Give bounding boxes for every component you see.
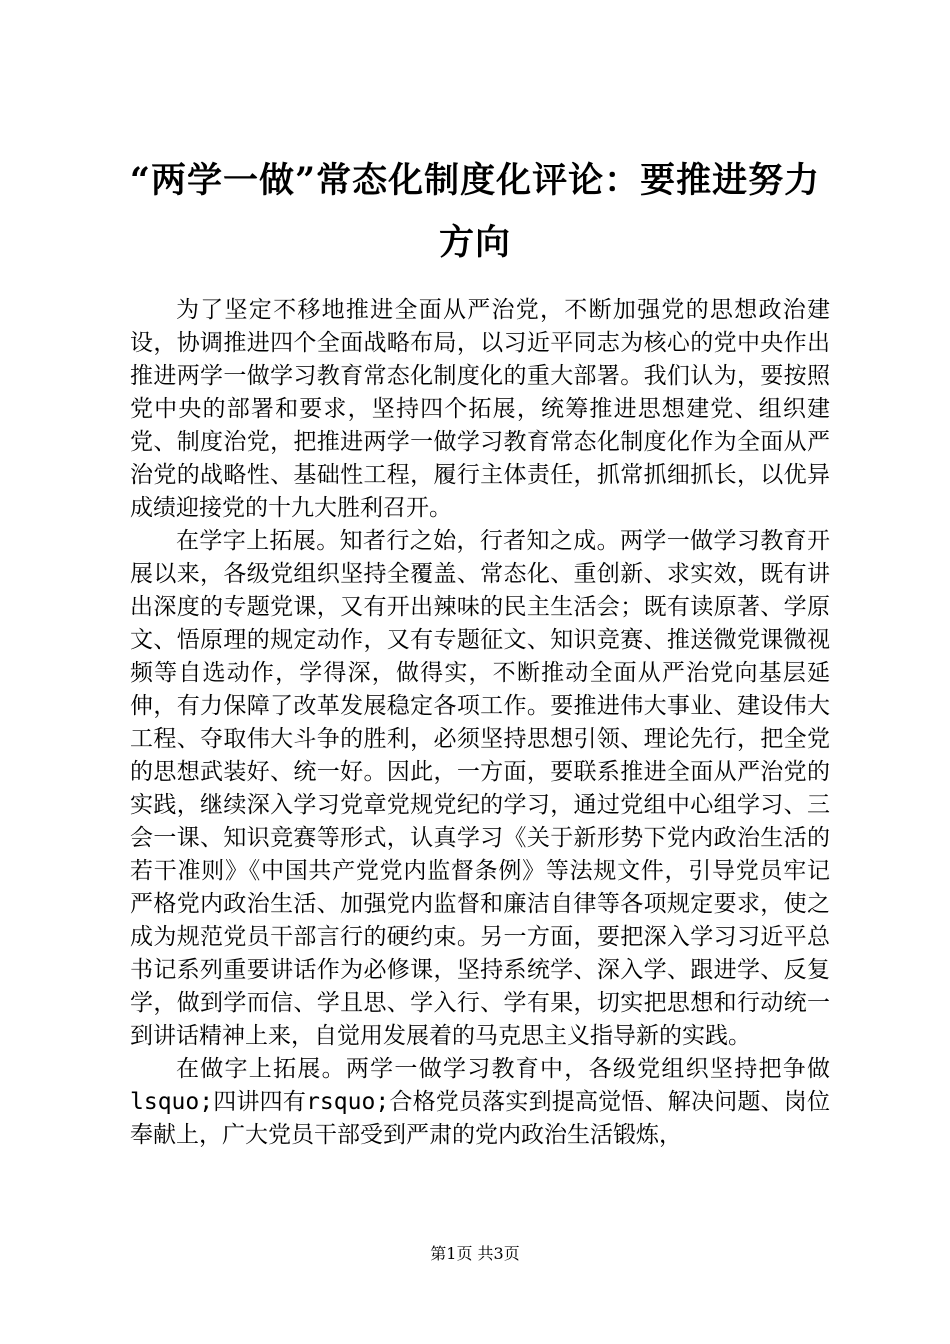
page-number-footer: 第1页 共3页 bbox=[430, 1244, 520, 1263]
paragraph-intro: 为了坚定不移地推进全面从严治党，不断加强党的思想政治建设，协调推进四个全面战略布局，以习近平同志为核心的党中央作出推进两学一做学习教育常态化制度化的重大部署。我们认为，要按照党中央的部署和要求，坚持四个拓展，统筹推进思想建党、组织建党、制度治党，把推进两学一做学习教育常态化制度化作为全面从严治党的战略性、基础性工程，履行主体责任，抓常抓细抓长，以优异成绩迎接党的十九大胜利召开。 bbox=[130, 297, 830, 521]
document-title: “两学一做”常态化制度化评论：要推进努力方向 bbox=[129, 160, 821, 263]
document-body bbox=[130, 294, 830, 1152]
paragraph-practice: 在做字上拓展。两学一做学习教育中，各级党组织坚持把争做lsquo;四讲四有rsquo;合格党员落实到提高觉悟、解决问题、岗位奉献上，广大党员干部受到严肃的党内政治生活锻炼， bbox=[130, 1056, 830, 1148]
paragraph-study: 在学字上拓展。知者行之始，行者知之成。两学一做学习教育开展以来，各级党组织坚持全覆盖、常态化、重创新、求实效，既有讲出深度的专题党课，又有开出辣味的民主生活会；既有读原著、学原文、悟原理的规定动作，又有专题征文、知识竞赛、推送微党课微视频等自选动作，学得深，做得实，不断推动全面从严治党向基层延伸，有力保障了改革发展稳定各项工作。要推进伟大事业、建设伟大工程、夺取伟大斗争的胜利，必须坚持思想引领、理论先行，把全党的思想武装好、统一好。因此，一方面，要联系推进全面从严治党的实践，继续深入学习党章党规党纪的学习，通过党组中心组学习、三会一课、知识竞赛等形式，认真学习《关于新形势下党内政治生活的若干准则》《中国共产党党内监督条例》等法规文件，引导党员牢记严格党内政治生活、加强党内监督和廉洁自律等各项规定要求，使之成为规范党员干部言行的硬约束。另一方面，要把深入学习习近平总书记系列重要讲话作为必修课，坚持系统学、深入学、跟进学、反复学，做到学而信、学且思、学入行、学有果，切实把思想和行动统一到讲话精神上来，自觉用发展着的马克思主义指导新的实践。 bbox=[130, 528, 830, 1049]
